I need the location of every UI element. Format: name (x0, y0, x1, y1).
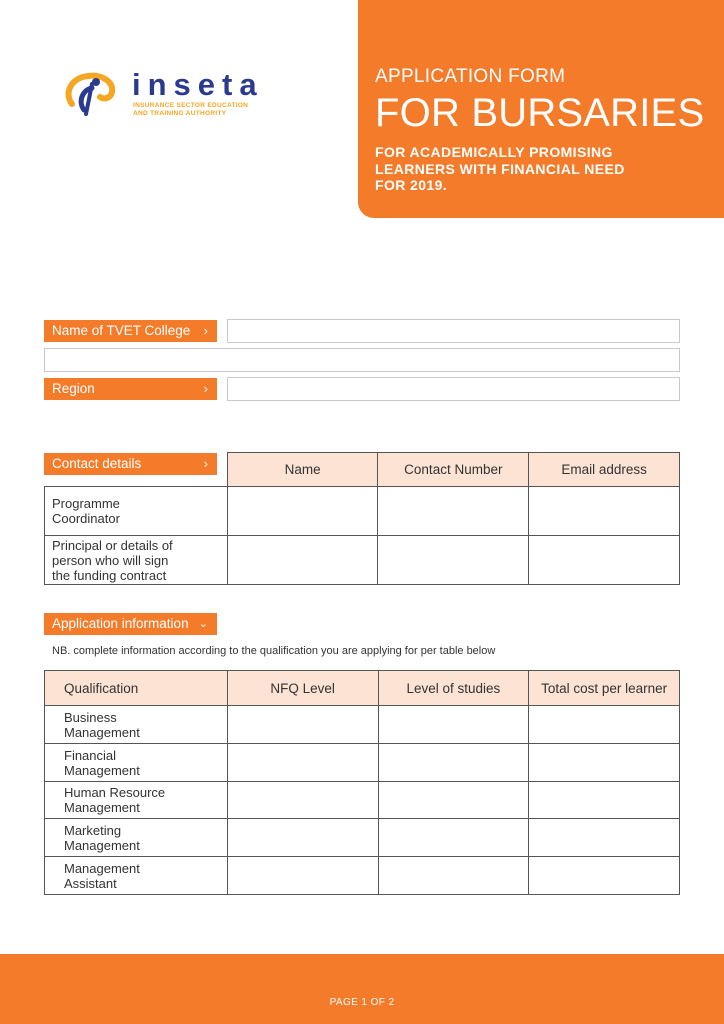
total-cost-cell[interactable] (529, 706, 680, 744)
region-input[interactable] (227, 377, 680, 401)
coordinator-email-cell[interactable] (529, 487, 680, 536)
qual-col-cost: Total cost per learner (529, 671, 680, 706)
table-row (45, 487, 680, 536)
nfq-level-cell[interactable] (227, 819, 378, 857)
contact-row-label (45, 487, 228, 536)
page-current: 1 (361, 997, 368, 1008)
header-subtitle-c: FOR 2019. (375, 177, 448, 193)
row-label-line: person who will sign (52, 552, 169, 568)
application-info-label (44, 613, 217, 635)
contact-table (44, 452, 680, 585)
nfq-level-cell[interactable] (227, 706, 378, 744)
total-cost-cell[interactable] (529, 782, 680, 819)
page-footer (0, 954, 724, 1024)
qualification-label (45, 744, 228, 782)
header-banner (358, 0, 724, 218)
row-label-line: Programme (52, 496, 120, 511)
contact-col-email: Email address (529, 453, 680, 487)
qual-col-level: Level of studies (378, 671, 529, 706)
row-label-line: Assistant (64, 875, 117, 891)
logo-subtitle (133, 102, 248, 118)
page-total: 2 (388, 997, 395, 1008)
row-label-line: Management (64, 800, 140, 815)
nfq-level-cell[interactable] (227, 857, 378, 895)
qualification-table (44, 670, 680, 895)
page-middle: OF (367, 997, 389, 1008)
table-row (45, 782, 680, 819)
level-of-studies-cell[interactable] (378, 819, 529, 857)
level-of-studies-cell[interactable] (378, 782, 529, 819)
header-subtitle-a: FOR ACADEMICALLY PROMISING (375, 144, 613, 160)
row-label-line: Management (64, 762, 140, 778)
table-row (45, 706, 680, 744)
contact-col-number: Contact Number (378, 453, 529, 487)
college-name-input-line2[interactable] (44, 348, 680, 372)
inseta-logo (62, 68, 282, 128)
principal-name-cell[interactable] (227, 536, 378, 585)
chevron-right-icon: › (203, 456, 208, 471)
coordinator-number-cell[interactable] (378, 487, 529, 536)
qual-col-qualification: Qualification (45, 671, 228, 706)
total-cost-cell[interactable] (529, 744, 680, 782)
chevron-right-icon: › (203, 323, 208, 338)
contact-col-name: Name (227, 453, 378, 487)
chevron-down-icon: ⌄ (198, 618, 208, 630)
qualification-label (45, 857, 228, 895)
page-number (0, 997, 724, 1008)
header-subtitle-b: LEARNERS WITH FINANCIAL NEED (375, 160, 625, 177)
table-row (45, 857, 680, 895)
header-subtitle (375, 144, 712, 194)
application-info-label-text: Application information (52, 616, 189, 631)
row-label-line: Marketing (64, 822, 122, 838)
nfq-level-cell[interactable] (227, 782, 378, 819)
table-row (45, 536, 680, 585)
qualification-label (45, 782, 228, 819)
row-label-line: Human Resource (64, 785, 166, 800)
region-label-text: Region (52, 381, 95, 396)
row-label-line: Business (64, 709, 117, 725)
contact-details-label-text: Contact details (52, 456, 142, 471)
qualification-label (45, 819, 228, 857)
inseta-logo-icon (62, 70, 118, 118)
table-row (45, 819, 680, 857)
row-label-line: the funding contract (52, 567, 167, 583)
college-label (44, 320, 217, 342)
nfq-level-cell[interactable] (227, 744, 378, 782)
application-note: NB. complete information according to the qualification you are applying for per table below (52, 645, 496, 657)
row-label-line: Management (64, 860, 140, 876)
header-line1: APPLICATION FORM (375, 66, 566, 87)
total-cost-cell[interactable] (529, 819, 680, 857)
level-of-studies-cell[interactable] (378, 857, 529, 895)
row-label-line: Coordinator (52, 511, 120, 526)
row-label-line: Management (64, 724, 140, 740)
row-label-line: Financial (64, 747, 117, 763)
logo-wordmark: inseta (132, 67, 264, 102)
total-cost-cell[interactable] (529, 857, 680, 895)
region-label (44, 378, 217, 400)
logo-subtitle-line2: AND TRAINING AUTHORITY (133, 110, 227, 117)
row-label-line: Principal or details of (52, 537, 173, 553)
qual-col-nfq: NFQ Level (227, 671, 378, 706)
college-label-text: Name of TVET College (52, 323, 191, 338)
page-prefix: PAGE (329, 997, 362, 1008)
row-label-line: Management (64, 837, 140, 853)
table-row (45, 744, 680, 782)
contact-row-label (45, 536, 228, 585)
header-title: FOR BURSARIES (375, 91, 705, 135)
level-of-studies-cell[interactable] (378, 744, 529, 782)
contact-table-corner (45, 453, 228, 487)
chevron-right-icon: › (203, 381, 208, 396)
qualification-label (45, 706, 228, 744)
principal-email-cell[interactable] (529, 536, 680, 585)
level-of-studies-cell[interactable] (378, 706, 529, 744)
coordinator-name-cell[interactable] (227, 487, 378, 536)
college-name-input[interactable] (227, 319, 680, 343)
logo-subtitle-line1: INSURANCE SECTOR EDUCATION (133, 102, 249, 109)
principal-number-cell[interactable] (378, 536, 529, 585)
